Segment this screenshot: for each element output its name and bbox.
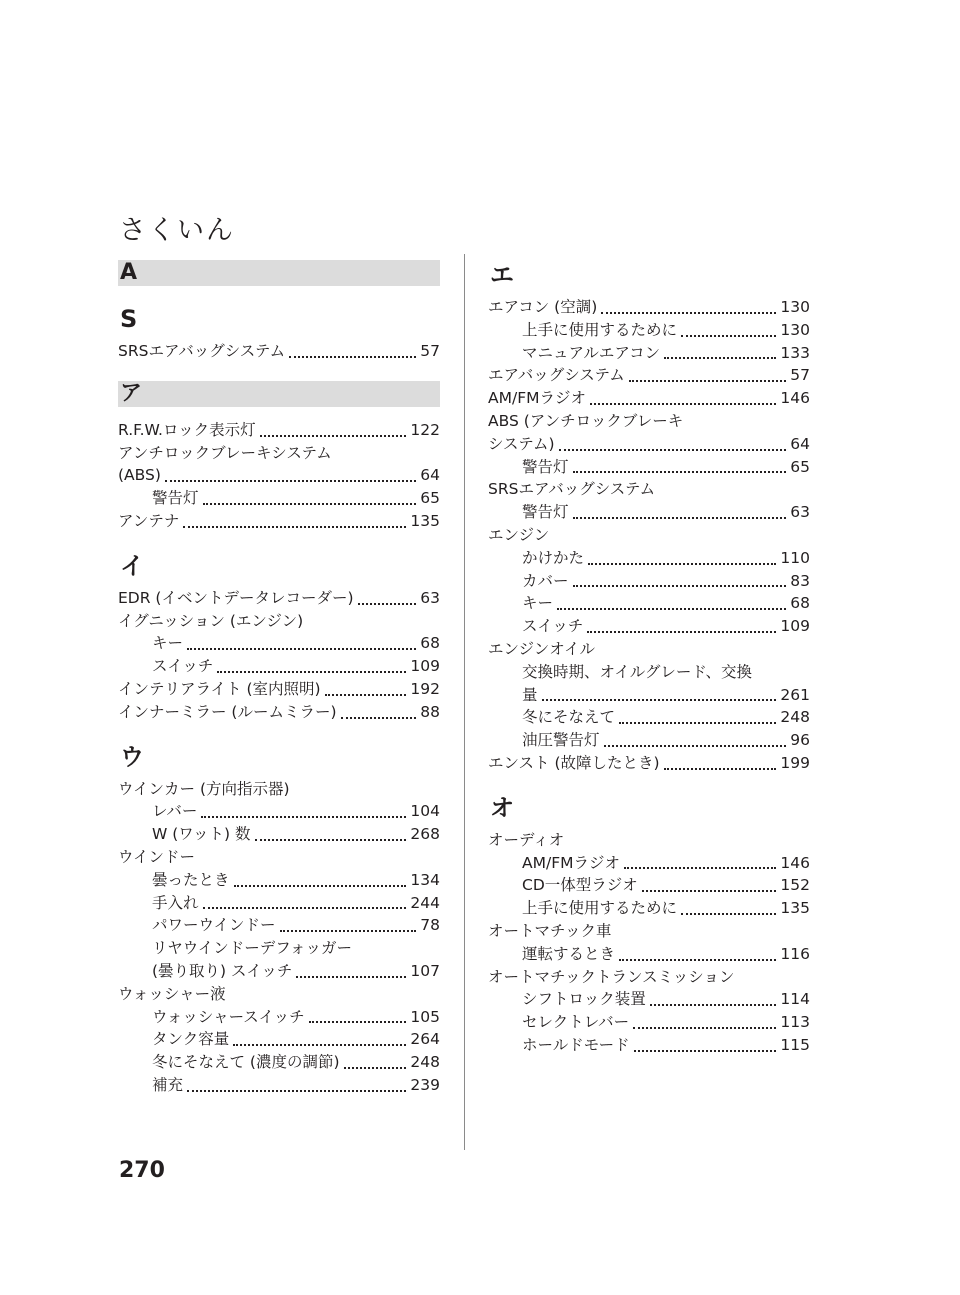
dot-leader xyxy=(650,1003,777,1006)
index-entry xyxy=(488,410,810,433)
entry-label: W (ワット) 数 xyxy=(152,825,251,844)
entry-label: カバー xyxy=(522,571,569,590)
entry-label: ウォッシャースイッチ xyxy=(152,1007,305,1026)
entry-page-number: 88 xyxy=(420,702,440,721)
dot-leader xyxy=(289,355,416,358)
dot-leader xyxy=(681,334,776,337)
dot-leader xyxy=(619,721,776,724)
entry-label: スイッチ xyxy=(522,617,584,636)
entry-label: (曇り取り) スイッチ xyxy=(152,961,293,980)
dot-leader xyxy=(201,815,406,818)
entry-page-number: 63 xyxy=(420,588,440,607)
index-subentry xyxy=(488,570,810,593)
index-subentry xyxy=(488,342,810,365)
index-entry xyxy=(118,983,440,1006)
index-subentry xyxy=(488,319,810,342)
entry-page-number: 261 xyxy=(780,685,810,704)
entry-label: 補充 xyxy=(152,1075,184,1094)
entry-page-number: 239 xyxy=(410,1075,440,1094)
index-subentry xyxy=(118,655,440,678)
index-subentry xyxy=(488,501,810,524)
index-subentry xyxy=(118,487,440,510)
index-subentry xyxy=(488,897,810,920)
index-column-left xyxy=(118,258,440,1115)
entry-label: AM/FMラジオ xyxy=(522,853,620,872)
index-section xyxy=(118,551,440,724)
entry-page-number: 107 xyxy=(410,961,440,980)
index-entry xyxy=(488,433,810,456)
entry-label: SRSエアバッグシステム xyxy=(118,342,286,360)
entry-label: CD一体型ラジオ xyxy=(522,876,638,895)
dot-leader xyxy=(187,647,416,650)
entry-page-number: 199 xyxy=(780,753,810,772)
entry-label: SRSエアバッグシステム xyxy=(488,480,656,499)
entry-page-number: 83 xyxy=(790,571,810,590)
dot-leader xyxy=(325,693,407,696)
index-entry xyxy=(488,387,810,410)
entry-page-number: 78 xyxy=(420,916,440,935)
dot-leader xyxy=(588,562,776,565)
index-subentry xyxy=(488,1011,810,1034)
entry-page-number: 57 xyxy=(420,342,440,360)
index-subentry xyxy=(118,892,440,915)
index-subentry xyxy=(118,1074,440,1097)
entry-page-number: 115 xyxy=(780,1035,810,1054)
index-subentry xyxy=(488,592,810,615)
entry-label: マニュアルエアコン xyxy=(522,343,661,362)
dot-leader xyxy=(203,502,417,505)
dot-leader xyxy=(217,670,406,673)
index-subentry xyxy=(488,1034,810,1057)
entry-label: スイッチ xyxy=(152,657,214,676)
index-section xyxy=(488,260,810,775)
entry-page-number: 146 xyxy=(780,853,810,872)
entry-page-number: 122 xyxy=(410,420,440,439)
section-heading: イ xyxy=(120,551,144,580)
index-entry xyxy=(488,920,810,943)
index-entry xyxy=(118,846,440,869)
index-section xyxy=(488,793,810,1057)
entry-label: アンチロックブレーキシステム xyxy=(118,443,332,462)
dot-leader xyxy=(233,1043,406,1046)
dot-leader xyxy=(358,602,417,605)
dot-leader xyxy=(633,1026,776,1029)
entry-label: 手入れ xyxy=(152,893,199,912)
dot-leader xyxy=(629,379,787,382)
dot-leader xyxy=(341,716,417,719)
index-subentry xyxy=(488,874,810,897)
page-number: 270 xyxy=(119,1158,165,1183)
entry-label: 冬にそなえて (濃度の調節) xyxy=(152,1053,340,1072)
entry-label: アンテナ xyxy=(118,511,180,530)
entry-page-number: 135 xyxy=(780,899,810,918)
index-subentry xyxy=(488,615,810,638)
entry-label: かけかた xyxy=(522,548,585,567)
entry-page-number: 152 xyxy=(780,876,810,895)
entry-page-number: 105 xyxy=(410,1007,440,1026)
index-section xyxy=(118,381,440,533)
entry-label: オーディオ xyxy=(488,830,565,849)
page-title: さくいん xyxy=(119,215,235,246)
dot-leader xyxy=(601,311,776,314)
dot-leader xyxy=(604,744,787,747)
dot-leader xyxy=(183,525,406,528)
entry-page-number: 113 xyxy=(780,1013,810,1032)
entry-page-number: 68 xyxy=(420,634,440,653)
index-subentry xyxy=(118,1006,440,1029)
index-subentry xyxy=(118,869,440,892)
entry-label: セレクトレバー xyxy=(522,1013,630,1032)
index-entry xyxy=(488,752,810,775)
entry-label: タンク容量 xyxy=(152,1030,230,1049)
entry-page-number: 109 xyxy=(410,657,440,676)
dot-leader xyxy=(573,584,787,587)
entry-page-number: 64 xyxy=(790,434,810,453)
entry-label: レバー xyxy=(152,802,198,821)
dot-leader xyxy=(642,889,777,892)
dot-leader xyxy=(664,767,777,770)
index-entry xyxy=(118,340,440,363)
entry-label: EDR (イベントデータレコーダー) xyxy=(118,588,354,607)
entry-label: 警告灯 xyxy=(522,503,569,522)
entry-label: エアコン (空調) xyxy=(488,298,598,316)
index-entry xyxy=(118,701,440,724)
index-entry xyxy=(488,478,810,501)
entry-page-number: 65 xyxy=(790,457,810,476)
entry-label: 量 xyxy=(522,685,538,704)
index-section xyxy=(118,304,440,363)
dot-leader xyxy=(542,698,777,701)
index-entry xyxy=(118,678,440,701)
entry-label: 警告灯 xyxy=(152,489,199,508)
dot-leader xyxy=(255,838,407,841)
index-subentry xyxy=(118,1051,440,1074)
column-divider xyxy=(464,254,465,1150)
entry-label: 上手に使用するために xyxy=(522,320,678,339)
entry-label: 油圧警告灯 xyxy=(522,731,600,750)
entry-label: ウォッシャー液 xyxy=(118,984,226,1003)
index-section xyxy=(118,742,440,1097)
section-heading: オ xyxy=(490,793,514,822)
index-subentry xyxy=(488,852,810,875)
entry-label: システム) xyxy=(488,434,555,453)
entry-page-number: 248 xyxy=(410,1053,440,1072)
index-entry xyxy=(118,778,440,801)
index-entry xyxy=(118,587,440,610)
entry-label: エアバッグシステム xyxy=(488,366,625,385)
index-section xyxy=(118,260,440,286)
index-subentry xyxy=(118,914,440,937)
section-heading: S xyxy=(120,305,138,333)
entry-page-number: 192 xyxy=(410,679,440,698)
entry-page-number: 248 xyxy=(780,708,810,727)
index-subentry xyxy=(118,1028,440,1051)
entry-label: 曇ったとき xyxy=(152,870,230,889)
index-entry xyxy=(488,638,810,661)
entry-label: キー xyxy=(522,594,554,613)
entry-label: エンジン xyxy=(488,525,550,544)
entry-page-number: 133 xyxy=(780,343,810,362)
index-entry xyxy=(118,442,440,465)
entry-label: インナーミラー (ルームミラー) xyxy=(118,702,337,721)
dot-leader xyxy=(573,470,787,473)
entry-label: R.F.W.ロック表示灯 xyxy=(118,420,256,439)
dot-leader xyxy=(664,356,776,359)
dot-leader xyxy=(260,434,407,437)
dot-leader xyxy=(624,866,776,869)
index-subentry xyxy=(488,456,810,479)
dot-leader xyxy=(344,1066,407,1069)
entry-page-number: 109 xyxy=(780,617,810,636)
entry-page-number: 135 xyxy=(410,511,440,530)
dot-leader xyxy=(165,479,416,482)
dot-leader xyxy=(309,1020,407,1023)
entry-page-number: 68 xyxy=(790,594,810,613)
entry-page-number: 116 xyxy=(780,944,810,963)
entry-page-number: 130 xyxy=(780,298,810,316)
entry-label: イグニッション (エンジン) xyxy=(118,611,304,630)
entry-label: ホールドモード xyxy=(522,1035,630,1054)
dot-leader xyxy=(681,912,776,915)
index-subentry xyxy=(118,960,440,983)
entry-label: エンジンオイル xyxy=(488,639,595,658)
dot-leader xyxy=(203,906,407,909)
index-subentry xyxy=(118,800,440,823)
index-entry xyxy=(488,966,810,989)
index-entry xyxy=(488,829,810,852)
index-subentry xyxy=(488,729,810,752)
index-entry xyxy=(118,510,440,533)
index-entry xyxy=(118,464,440,487)
entry-label: オートマチックトランスミッション xyxy=(488,967,735,986)
index-entry xyxy=(488,364,810,387)
entry-page-number: 64 xyxy=(420,466,440,485)
entry-label: 上手に使用するために xyxy=(522,899,678,918)
entry-page-number: 114 xyxy=(780,990,810,1009)
dot-leader xyxy=(296,975,406,978)
entry-page-number: 264 xyxy=(410,1030,440,1049)
index-entry xyxy=(488,296,810,319)
index-subentry xyxy=(488,547,810,570)
entry-page-number: 57 xyxy=(790,366,810,385)
index-subentry xyxy=(118,632,440,655)
entry-label: パワーウインドー xyxy=(152,916,276,935)
index-entry xyxy=(118,610,440,633)
section-heading: A xyxy=(118,260,440,286)
index-subentry xyxy=(488,706,810,729)
dot-leader xyxy=(280,929,417,932)
index-entry xyxy=(488,524,810,547)
dot-leader xyxy=(587,630,776,633)
entry-page-number: 146 xyxy=(780,389,810,408)
entry-label: シフトロック装置 xyxy=(522,990,646,1009)
entry-page-number: 244 xyxy=(410,893,440,912)
dot-leader xyxy=(234,884,407,887)
dot-leader xyxy=(619,958,776,961)
entry-label: リヤウインドーデフォッガー xyxy=(152,939,352,958)
entry-page-number: 65 xyxy=(420,489,440,508)
section-heading: ウ xyxy=(120,742,144,771)
entry-label: AM/FMラジオ xyxy=(488,389,586,408)
entry-label: オートマチック車 xyxy=(488,921,612,940)
entry-label: 警告灯 xyxy=(522,457,569,476)
entry-label: エンスト (故障したとき) xyxy=(488,753,660,772)
index-subentry xyxy=(118,937,440,960)
entry-label: (ABS) xyxy=(118,466,161,485)
index-column-right xyxy=(488,258,810,1075)
entry-page-number: 104 xyxy=(410,802,440,821)
entry-label: キー xyxy=(152,634,184,653)
entry-page-number: 130 xyxy=(780,320,810,339)
entry-label: 交換時期、オイルグレード、交換 xyxy=(522,662,753,681)
index-entry xyxy=(118,419,440,442)
dot-leader xyxy=(573,516,787,519)
entry-label: ABS (アンチロックブレーキ xyxy=(488,411,684,430)
entry-page-number: 110 xyxy=(780,548,810,567)
entry-page-number: 268 xyxy=(410,825,440,844)
entry-label: ウインカー (方向指示器) xyxy=(118,779,290,798)
index-subentry xyxy=(488,943,810,966)
dot-leader xyxy=(634,1049,777,1052)
section-heading: エ xyxy=(490,261,514,289)
entry-label: ウインドー xyxy=(118,847,196,866)
section-heading: ア xyxy=(118,381,440,407)
entry-label: インテリアライト (室内照明) xyxy=(118,679,321,698)
dot-leader xyxy=(557,607,786,610)
entry-page-number: 63 xyxy=(790,503,810,522)
index-subentry xyxy=(488,661,810,684)
dot-leader xyxy=(590,402,776,405)
index-subentry xyxy=(488,988,810,1011)
dot-leader xyxy=(187,1089,406,1092)
entry-page-number: 134 xyxy=(410,870,440,889)
dot-leader xyxy=(559,448,787,451)
entry-label: 冬にそなえて xyxy=(522,708,616,727)
entry-page-number: 96 xyxy=(790,731,810,750)
index-subentry xyxy=(488,684,810,707)
index-subentry xyxy=(118,823,440,846)
entry-label: 運転するとき xyxy=(522,944,616,963)
